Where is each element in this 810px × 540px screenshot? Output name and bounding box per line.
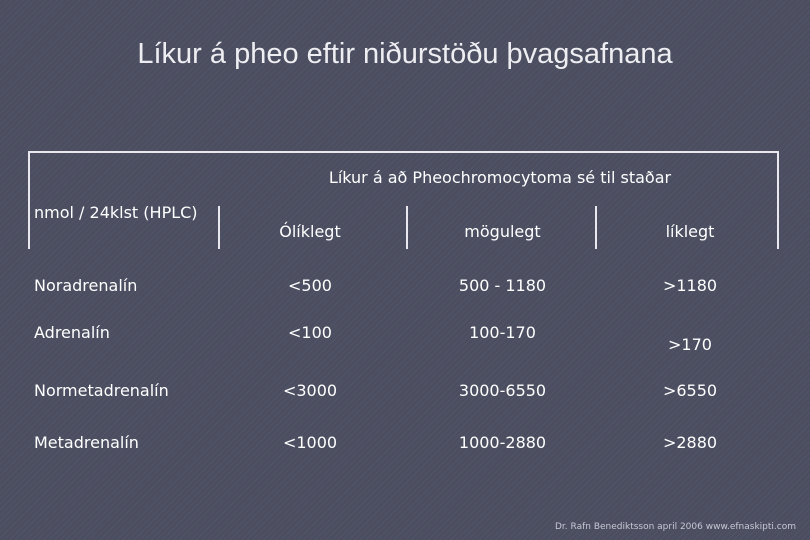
table-cell: 1000-2880	[458, 433, 547, 452]
unit-label: nmol / 24klst (HPLC)	[34, 203, 198, 222]
row-label: Noradrenalín	[34, 276, 138, 295]
table-cell: <1000	[282, 433, 338, 452]
table-frame-top	[28, 151, 779, 153]
row-label: Adrenalín	[34, 323, 110, 342]
column-divider-1	[218, 206, 220, 249]
column-header-unlikely: Ólíklegt	[279, 222, 341, 241]
probability-header: Líkur á að Pheochromocytoma sé til staðar	[328, 168, 672, 187]
row-label: Normetadrenalín	[34, 381, 169, 400]
row-label: Metadrenalín	[34, 433, 139, 452]
column-divider-2	[406, 206, 408, 249]
table-frame-left	[28, 151, 30, 249]
table-cell: >6550	[662, 381, 718, 400]
table-cell: >170	[668, 335, 712, 354]
table-cell: >1180	[662, 276, 718, 295]
column-header-likely: líklegt	[665, 222, 715, 241]
table-cell: <500	[288, 276, 332, 295]
table-cell: >2880	[662, 433, 718, 452]
slide-footer: Dr. Rafn Benediktsson april 2006 www.efnaskipti.com	[554, 522, 796, 532]
table-cell: <100	[288, 323, 332, 342]
table-cell: 100-170	[469, 323, 536, 342]
table-cell: 3000-6550	[458, 381, 547, 400]
table-cell: <3000	[282, 381, 338, 400]
table-frame-right	[777, 151, 779, 249]
column-header-possible: mögulegt	[464, 222, 541, 241]
column-divider-3	[595, 206, 597, 249]
table-cell: 500 - 1180	[458, 276, 547, 295]
slide-title: Líkur á pheo eftir niðurstöðu þvagsafnana	[137, 38, 673, 70]
